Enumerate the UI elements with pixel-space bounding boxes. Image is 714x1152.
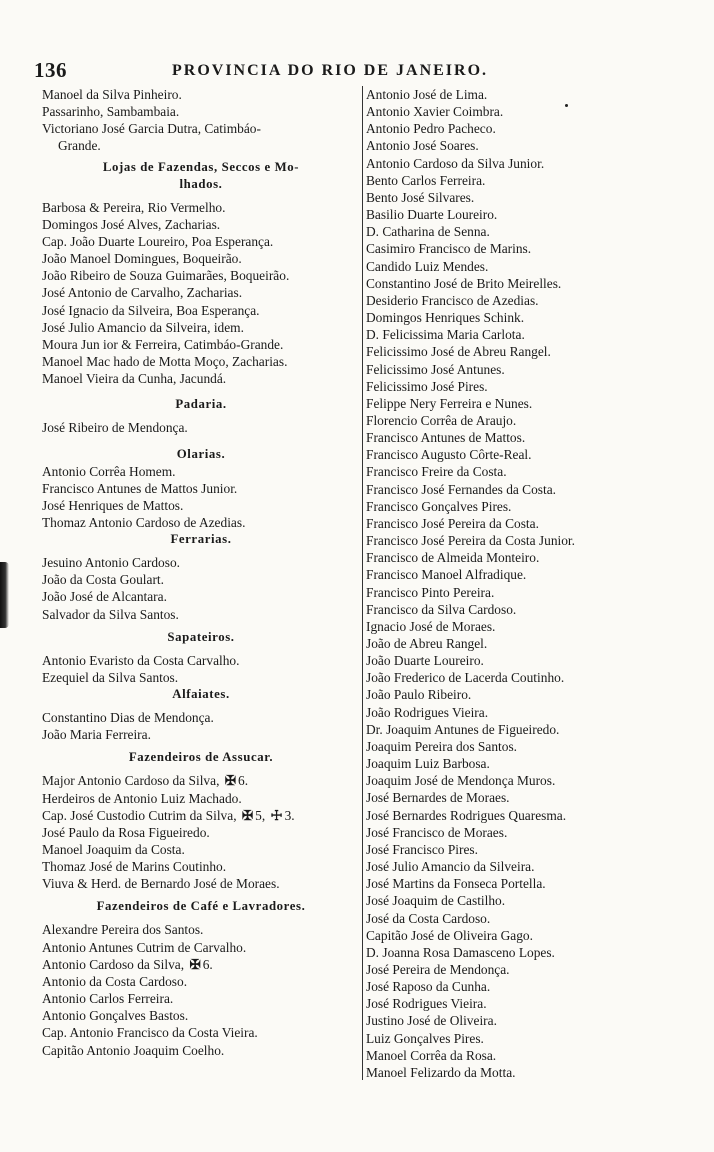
entry-line: José Martins da Fonseca Portella. xyxy=(366,876,546,892)
entry-line: Thomaz Antonio Cardoso de Azedias. xyxy=(42,514,246,530)
entry-line: Francisco da Silva Cardoso. xyxy=(366,601,517,617)
entry-number: 3. xyxy=(284,807,295,823)
entry-line: Thomaz José de Marins Coutinho. xyxy=(42,859,227,875)
entry-line: Ignacio José de Moraes. xyxy=(366,618,496,634)
page-header xyxy=(34,58,544,84)
entry-line: Capitão José de Oliveira Gago. xyxy=(366,927,533,943)
entry-line: Viuva & Herd. de Bernardo José de Moraes. xyxy=(42,876,280,892)
entry-number: 5, xyxy=(255,807,266,823)
entry-line: Barbosa & Pereira, Rio Vermelho. xyxy=(42,199,226,215)
entry-line: Domingos Henriques Schink. xyxy=(366,310,525,326)
entry-line: D. Felicissima Maria Carlota. xyxy=(366,327,525,343)
entry-line: José Ribeiro de Mendonça. xyxy=(42,420,188,436)
entry-line: Antonio José Soares. xyxy=(366,138,479,154)
entry-line: Alexandre Pereira dos Santos. xyxy=(42,922,204,938)
entry-line xyxy=(42,807,360,824)
entry-line: João Ribeiro de Souza Guimarães, Boqueirão. xyxy=(42,268,290,284)
page-number: 136 xyxy=(34,58,67,82)
entry-line: João José de Alcantara. xyxy=(42,589,167,605)
entry-line-continuation: Grande. xyxy=(58,138,101,154)
entry-line: Joaquim Luiz Barbosa. xyxy=(366,756,490,772)
section-heading-cafe: Fazendeiros de Café e Lavradores. xyxy=(96,899,306,914)
section-heading-assucar: Fazendeiros de Assucar. xyxy=(128,750,274,765)
entry-line: Passarinho, Sambambaia. xyxy=(42,104,180,120)
entry-line: João Paulo Ribeiro. xyxy=(366,687,472,703)
entry-line: Dr. Joaquim Antunes de Figueiredo. xyxy=(366,721,560,737)
right-column xyxy=(362,86,636,1080)
section-heading-ferrarias: Ferrarias. xyxy=(170,532,232,547)
running-title: PROVINCIA DO RIO DE JANEIRO. xyxy=(172,62,489,79)
entry-line: Manoel da Silva Pinheiro. xyxy=(42,87,182,102)
entry-number: 6. xyxy=(238,773,249,789)
entry-line: José Julio Amancio da Silveira, idem. xyxy=(42,319,244,335)
binding-edge-mark xyxy=(0,562,9,628)
entry-line: Salvador da Silva Santos. xyxy=(42,606,179,622)
section-heading-padaria: Padaria. xyxy=(175,397,227,412)
entry-line: Domingos José Alves, Zacharias. xyxy=(42,216,221,232)
entry-line: João Maria Ferreira. xyxy=(42,727,151,743)
entry-line: Francisco Manoel Alfradique. xyxy=(366,567,527,583)
entry-line xyxy=(42,956,360,973)
entry-line: Francisco Antunes de Mattos Junior. xyxy=(42,480,238,496)
entry-line: Antonio da Costa Cardoso. xyxy=(42,973,188,989)
entry-line: Francisco Antunes de Mattos. xyxy=(366,430,526,446)
entry-line: Francisco Pinto Pereira. xyxy=(366,584,495,600)
entry-line: José Bernardes Rodrigues Quaresma. xyxy=(366,807,567,823)
order-cross-icon: ✠ xyxy=(189,956,201,972)
entry-line: José Julio Amancio da Silveira. xyxy=(366,859,535,875)
entry-line: João Frederico de Lacerda Coutinho. xyxy=(366,670,565,686)
entry-line: Candido Luiz Mendes. xyxy=(366,258,489,274)
entry-text: Antonio Cardoso da Silva, xyxy=(42,956,185,972)
entry-line: Victoriano José Garcia Dutra, Catimbáo- xyxy=(42,121,261,137)
entry-line: João da Costa Goulart. xyxy=(42,572,164,588)
entry-line: João Duarte Loureiro. xyxy=(366,653,484,669)
entry-line: Luiz Gonçalves Pires. xyxy=(366,1030,484,1046)
entry-line: Basilio Duarte Loureiro. xyxy=(366,207,498,223)
entry-line: José Raposo da Cunha. xyxy=(366,979,491,995)
entry-line: Felicissimo José de Abreu Rangel. xyxy=(366,344,551,360)
entry-text: Cap. José Custodio Cutrim da Silva, xyxy=(42,807,237,823)
section-heading-lojas-cont: lhados. xyxy=(179,176,223,191)
entry-line: Manoel Mac hado de Motta Moço, Zacharias. xyxy=(42,354,288,370)
entry-line: João Manoel Domingues, Boqueirão. xyxy=(42,251,242,267)
entry-line: Constantino José de Brito Meirelles. xyxy=(366,275,562,291)
entry-line: Francisco Freire da Costa. xyxy=(366,464,507,480)
entry-line: Felicissimo José Antunes. xyxy=(366,361,505,377)
entry-line: Manoel Vieira da Cunha, Jacundá. xyxy=(42,371,227,387)
entry-line: Antonio Cardoso da Silva Junior. xyxy=(366,155,545,171)
entry-line: José Pereira de Mendonça. xyxy=(366,961,510,977)
entry-line: José Francisco de Moraes. xyxy=(366,824,508,840)
entry-line: D. Catharina de Senna. xyxy=(366,224,490,240)
entry-line: Antonio Gonçalves Bastos. xyxy=(42,1008,189,1024)
entry-text: Major Antonio Cardoso da Silva, xyxy=(42,773,220,789)
left-column xyxy=(42,86,360,1059)
entry-line: Ezequiel da Silva Santos. xyxy=(42,669,179,685)
order-cross-icon: ✠ xyxy=(224,773,237,789)
entry-line: D. Joanna Rosa Damasceno Lopes. xyxy=(366,944,555,960)
entry-line: Antonio José de Lima. xyxy=(366,87,488,102)
entry-line: Antonio Carlos Ferreira. xyxy=(42,991,174,1007)
order-cross-icon: ✠ xyxy=(241,807,254,823)
section-heading-sapateiros: Sapateiros. xyxy=(167,629,235,644)
order-rose-cross-icon: ☩ xyxy=(270,807,283,823)
entry-line: Francisco de Almeida Monteiro. xyxy=(366,550,540,566)
entry-line: Francisco José Fernandes da Costa. xyxy=(366,481,557,497)
entry-line: Jesuino Antonio Cardoso. xyxy=(42,555,180,571)
entry-line: Capitão Antonio Joaquim Coelho. xyxy=(42,1042,225,1058)
entry-line: Justino José de Oliveira. xyxy=(366,1013,497,1029)
entry-line: Joaquim José de Mendonça Muros. xyxy=(366,773,556,789)
entry-line: Bento Carlos Ferreira. xyxy=(366,172,486,188)
section-heading-alfaiates: Alfaiates. xyxy=(172,687,230,702)
entry-line: Florencio Corrêa de Araujo. xyxy=(366,412,517,428)
entry-line: Francisco José Pereira da Costa. xyxy=(366,515,539,531)
entry-line: Antonio Corrêa Homem. xyxy=(42,463,176,479)
entry-line: José Joaquim de Castilho. xyxy=(366,893,506,909)
entry-line: Cap. Antonio Francisco da Costa Vieira. xyxy=(42,1025,258,1041)
entry-line: Manoel Felizardo da Motta. xyxy=(366,1064,516,1080)
entry-line: Casimiro Francisco de Marins. xyxy=(366,241,532,257)
entry-line: Manoel Corrêa da Rosa. xyxy=(366,1047,497,1063)
entry-line: Herdeiros de Antonio Luiz Machado. xyxy=(42,790,242,806)
entry-line: José Ignacio da Silveira, Boa Esperança. xyxy=(42,302,260,318)
entry-line: Francisco José Pereira da Costa Junior. xyxy=(366,533,575,549)
entry-line: Francisco Augusto Côrte-Real. xyxy=(366,447,532,463)
entry-line: Antonio Pedro Pacheco. xyxy=(366,121,496,137)
entry-line: José Bernardes de Moraes. xyxy=(366,790,510,806)
section-heading-lojas: Lojas de Fazendas, Seccos e Mo- xyxy=(102,159,300,174)
entry-line: João de Abreu Rangel. xyxy=(366,636,488,651)
entry-line xyxy=(42,772,360,789)
entry-line: Bento José Silvares. xyxy=(366,189,475,205)
entry-number: 6. xyxy=(202,956,213,972)
entry-line: José Rodrigues Vieira. xyxy=(366,996,487,1012)
entry-line: João Rodrigues Vieira. xyxy=(366,704,489,720)
entry-line: Cap. João Duarte Loureiro, Poa Esperança. xyxy=(42,233,274,249)
entry-line: Felippe Nery Ferreira e Nunes. xyxy=(366,395,533,411)
entry-line: José Paulo da Rosa Figueiredo. xyxy=(42,824,210,840)
entry-line: José da Costa Cardoso. xyxy=(366,910,491,926)
entry-line: Moura Jun ior & Ferreira, Catimbáo-Grande. xyxy=(42,336,284,352)
entry-line: Manoel Joaquim da Costa. xyxy=(42,842,185,857)
entry-line: Desiderio Francisco de Azedias. xyxy=(366,292,539,308)
entry-line: Antonio Evaristo da Costa Carvalho. xyxy=(42,652,240,668)
entry-line: Antonio Xavier Coimbra. xyxy=(366,104,504,120)
section-heading-olarias: Olarias. xyxy=(176,446,226,461)
entry-line: Antonio Antunes Cutrim de Carvalho. xyxy=(42,939,247,955)
entry-line: Francisco Gonçalves Pires. xyxy=(366,498,512,514)
entry-line: Felicissimo José Pires. xyxy=(366,378,488,394)
entry-line: Constantino Dias de Mendonça. xyxy=(42,710,214,726)
entry-line: José Henriques de Mattos. xyxy=(42,497,184,513)
entry-line: José Francisco Pires. xyxy=(366,841,478,857)
entry-line: José Antonio de Carvalho, Zacharias. xyxy=(42,285,243,301)
entry-line: Joaquim Pereira dos Santos. xyxy=(366,738,517,754)
